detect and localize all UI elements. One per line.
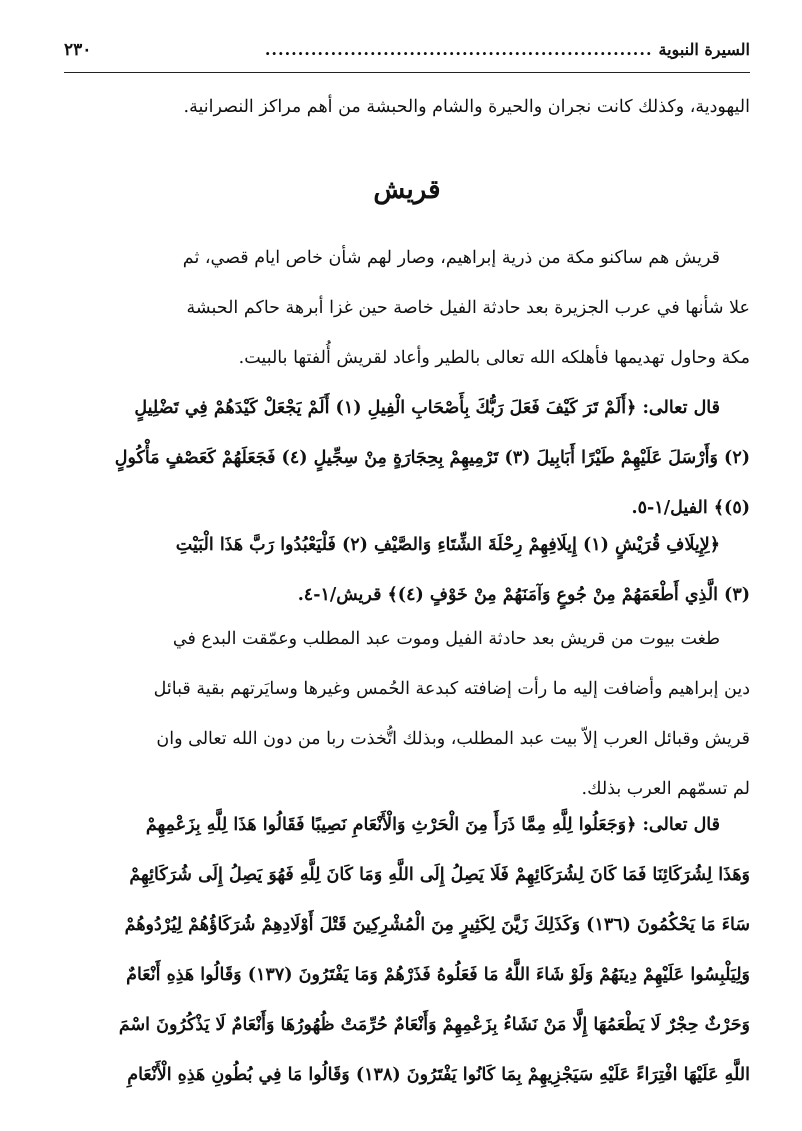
quote-line: سَاءَ مَا يَحْكُمُونَ (١٣٦) وَكَذَلِكَ زَيَّنَ لِكَثِيرٍ مِنَ الْمُشْرِكِينَ قَتْلَ أَوْلَادِهِمْ شُرَكَاؤُهُمْ لِيُرْدُوهُمْ bbox=[124, 915, 750, 935]
header-rule bbox=[64, 72, 750, 73]
section-heading: قريش bbox=[373, 175, 441, 205]
paragraph-2-line: طغت بيوت من قريش بعد حادثة الفيل وموت عبد المطلب وعمّقت البدع في bbox=[172, 629, 720, 649]
paragraph-1-line: مكة وحاول تهديمها فأهلكه الله تعالى بالطير وأعاد لقريش أُلفتها بالبيت. bbox=[238, 348, 750, 368]
quran-quote-al-anam bbox=[64, 800, 750, 1100]
paragraph-2 bbox=[64, 614, 750, 814]
quote-line: (٥)﴾ الفيل/١-٥. bbox=[631, 498, 750, 518]
page-number: ٢٣٠ bbox=[64, 40, 92, 60]
quote-line: (٣) الَّذِي أَطْعَمَهُمْ مِنْ جُوعٍ وَآمَنَهُمْ مِنْ خَوْفٍ (٤)﴾ قريش/١-٤. bbox=[297, 585, 750, 605]
paragraph-2-line: قريش وقبائل العرب إلاّ بيت عبد المطلب، وبذلك اتُّخذت ربا من دون الله تعالى وان bbox=[156, 729, 750, 749]
quran-quote-quraysh bbox=[64, 520, 750, 620]
quote-line: وَهَذَا لِشُرَكَائِنَا فَمَا كَانَ لِشُرَكَائِهِمْ فَلَا يَصِلُ إِلَى اللَّهِ وَمَا كَانَ لِلَّهِ فَهُوَ يَصِلُ إِلَى شُرَكَائِهِمْ bbox=[129, 865, 750, 885]
quote-line: وَحَرْثٌ حِجْرٌ لَا يَطْعَمُهَا إِلَّا مَنْ نَشَاءُ بِزَعْمِهِمْ وَأَنْعَامٌ حُرِّمَتْ ظُهُورُهَا وَأَنْعَامٌ لَا يَذْكُرُونَ اسْمَ bbox=[118, 1015, 750, 1035]
paragraph-1-line: علا شأنها في عرب الجزيرة بعد حادثة الفيل خاصة حين غزا أبرهة حاكم الحبشة bbox=[186, 298, 750, 318]
paragraph-1 bbox=[64, 233, 750, 383]
intro-text bbox=[64, 82, 750, 132]
paragraph-2-line: دين إبراهيم وأضافت إليه ما رأت إضافته كبدعة الحُمس وغيرها وسايَرتهم بقية قبائل bbox=[153, 679, 750, 699]
quote-line: ﴿لِإِيلَافِ قُرَيْشٍ (١) إِيلَافِهِمْ رِحْلَةَ الشِّتَاءِ وَالصَّيْفِ (٢) فَلْيَعْبُدُوا رَبَّ هَذَا الْبَيْتِ bbox=[175, 535, 720, 555]
quote-line: اللَّهِ عَلَيْهَا افْتِرَاءً عَلَيْهِ سَيَجْزِيهِمْ بِمَا كَانُوا يَفْتَرُونَ (١٣٨) وَقَالُوا مَا فِي بُطُونِ هَذِهِ الْأَنْعَامِ bbox=[127, 1065, 750, 1085]
paragraph-2-line: لم تسمّهم العرب بذلك. bbox=[581, 779, 750, 799]
quote-line: قال تعالى: ﴿أَلَمْ تَرَ كَيْفَ فَعَلَ رَبُّكَ بِأَصْحَابِ الْفِيلِ (١) أَلَمْ يَجْعَلْ كَيْدَهُمْ فِي تَضْلِيلٍ bbox=[134, 398, 720, 418]
quran-quote-al-fil bbox=[64, 383, 750, 533]
quote-line: (٢) وَأَرْسَلَ عَلَيْهِمْ طَيْرًا أَبَابِيلَ (٣) تَرْمِيهِمْ بِحِجَارَةٍ مِنْ سِجِّيلٍ (٤) فَجَعَلَهُمْ كَعَصْفٍ مَأْكُولٍ bbox=[114, 448, 750, 468]
paragraph-1-line: قريش هم ساكنو مكة من ذرية إبراهيم، وصار لهم شأن خاص ايام قصي، ثم bbox=[182, 248, 720, 268]
running-title: السيرة النبوية bbox=[658, 40, 750, 59]
header-dot-leader: ........................................................... bbox=[264, 40, 653, 59]
intro-line: اليهودية، وكذلك كانت نجران والحيرة والشام والحبشة من أهم مراكز النصرانية. bbox=[183, 97, 750, 117]
quote-line: وَلِيَلْبِسُوا عَلَيْهِمْ دِينَهُمْ وَلَوْ شَاءَ اللَّهُ مَا فَعَلُوهُ فَذَرْهُمْ وَمَا يَفْتَرُونَ (١٣٧) وَقَالُوا هَذِهِ أَنْعَامٌ bbox=[126, 965, 750, 985]
quote-line: قال تعالى: ﴿وَجَعَلُوا لِلَّهِ مِمَّا ذَرَأَ مِنَ الْحَرْثِ وَالْأَنْعَامِ نَصِيبًا فَقَالُوا هَذَا لِلَّهِ بِزَعْمِهِمْ bbox=[145, 815, 720, 835]
page-header bbox=[64, 40, 750, 70]
